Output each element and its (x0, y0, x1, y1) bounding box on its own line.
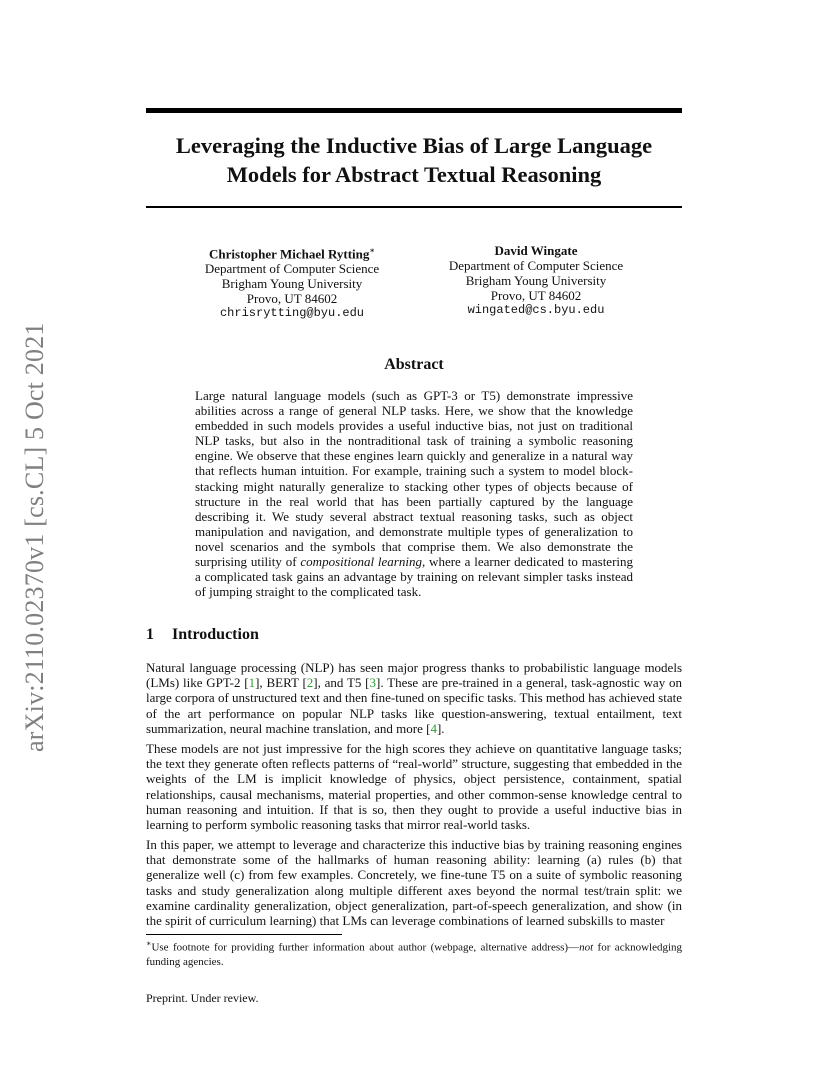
footnote-mark: ∗ (146, 939, 152, 948)
intro-paragraph-3: In this paper, we attempt to leverage and characterize this inductive bias by training reasoning engines that demonstrate some of the hallmarks of human reasoning ability: learning (a) rules (b) that generalize well (c) from few examples. Concretely, we fine-tune T5 on a suite of symbolic reasoning tasks and study generalization along multiple different axes beyond the normal test/train split: we examine cardinality generalization, object generalization, part-of-speech generalization, and show (in the spirit of curriculum learning) that LMs can leverage combinations of learned subskills to master (146, 837, 682, 929)
section-number: 1 (146, 626, 154, 643)
abstract-heading: Abstract (384, 356, 444, 373)
title-top-rule (146, 108, 682, 113)
abstract-emphasis: compositional learning (300, 554, 422, 570)
author-department: Department of Computer Science (448, 258, 624, 273)
author-email[interactable]: wingated@cs.byu.edu (467, 303, 605, 317)
footnote: ∗Use footnote for providing further information about author (webpage, alternative address)—not for acknowledging funding agencies. (146, 939, 683, 968)
author-name: Christopher Michael Rytting (209, 246, 370, 262)
preprint-note: Preprint. Under review. (146, 991, 259, 1005)
section-heading (146, 626, 259, 644)
author-email[interactable]: chrisrytting@byu.edu (219, 306, 365, 321)
arxiv-identifier: arXiv:2110.02370v1 [cs.CL] 5 Oct 2021 (20, 322, 49, 752)
abstract-text: Large natural language models (such as GPT-3 or T5) demonstrate impressive abilities across a range of general NLP tasks. Here, we show that the knowledge embedded in such models provides a useful inductive bias, not just on traditional NLP tasks, but also in the nontraditional task of training a symbolic reasoning engine. We observe that these engines learn quickly and generalize in a natural way that reflects human intuition. For example, training such a system to model block-stacking might naturally generalize to stacking other types of objects because of structure in the real world that has been partially captured by the language describing it. We study several abstract textual reasoning tasks, such as object manipulation and navigation, and demonstrate multiple types of generalization to novel scenarios and the symbols that comprise them. We also demonstrate the surprising utility of compositional learning, where a learner dedicated to mastering a complicated task gains an advantage by training on relevant simpler tasks instead of jumping straight to the complicated task. (195, 388, 634, 600)
citation-link[interactable]: 2 (306, 675, 314, 691)
section-title: Introduction (172, 626, 259, 643)
citation-link[interactable]: 1 (248, 675, 256, 691)
intro-paragraph-1: Natural language processing (NLP) has seen major progress thanks to probabilistic language models (LMs) like GPT-2 [1], BERT [2], and T5 [3]. These are pre-trained in a general, task-agnostic way on large corpora of unstructured text and then fine-tuned on specific tasks. This method has achieved state of the art performance on popular NLP tasks like question-answering, textual entailment, text summarization, neural machine translation, and more [4]. (146, 660, 682, 736)
title-bottom-rule (146, 206, 682, 208)
author-university: Brigham Young University (465, 273, 607, 288)
citation-link[interactable]: 3 (369, 675, 377, 691)
author-location: Provo, UT 84602 (246, 291, 338, 307)
author-block-1 (167, 243, 417, 321)
author-university: Brigham Young University (221, 276, 363, 292)
author-block-2 (411, 243, 661, 318)
intro-paragraph-2: These models are not just impressive for the high scores they achieve on quantitative language tasks; the text they generate often reflects patterns of “real-world” structure, suggesting that embedded in the weights of the LM is implicit knowledge of physics, object persistence, containment, spatial relationships, causal mechanisms, material properties, and other common-sense knowledge central to human reasoning and intuition. If that is so, then they ought to provide a useful inductive bias in learning to perform symbolic reasoning tasks that mirror real-world tasks. (146, 741, 682, 833)
author-department: Department of Computer Science (204, 261, 380, 277)
paper-title (146, 131, 682, 189)
author-name: David Wingate (494, 243, 578, 258)
title-line-1: Leveraging the Inductive Bias of Large Language (175, 133, 653, 158)
citation-link[interactable]: 4 (430, 720, 437, 736)
footnote-rule (146, 934, 342, 935)
author-footnote-mark: ∗ (369, 246, 375, 255)
author-location: Provo, UT 84602 (490, 288, 582, 303)
title-line-2: Models for Abstract Textual Reasoning (226, 162, 602, 187)
